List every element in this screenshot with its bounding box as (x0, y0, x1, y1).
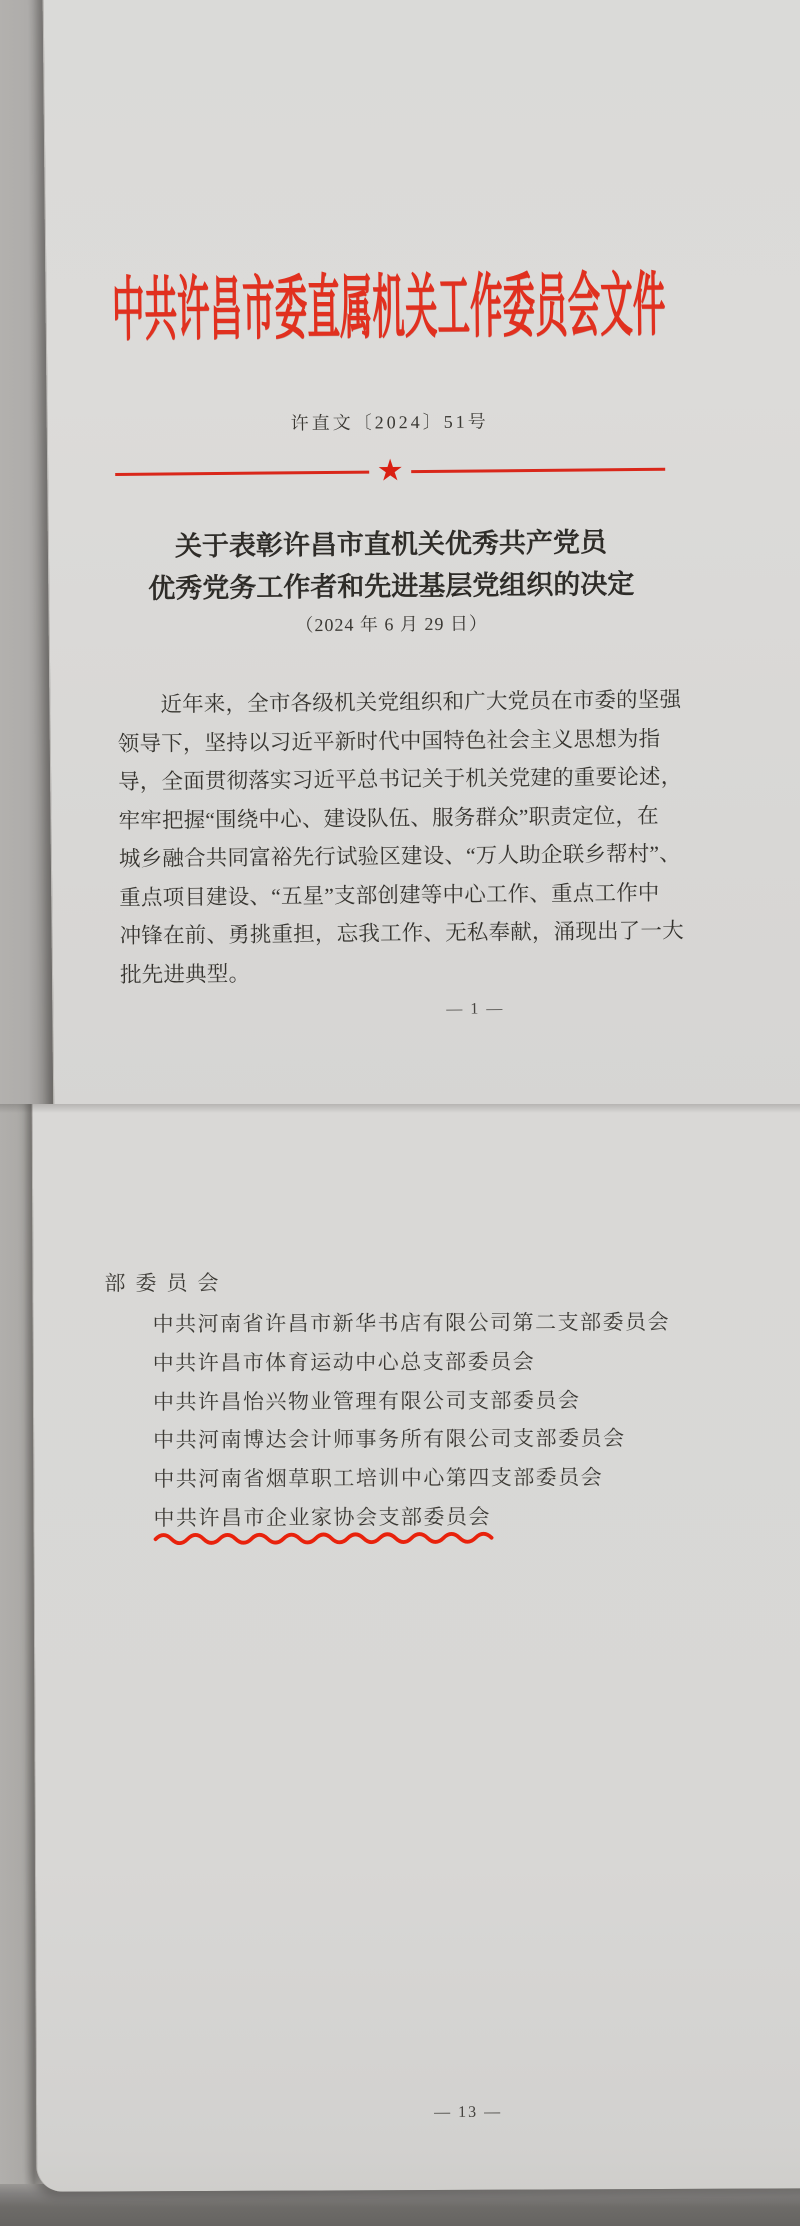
photo-page-1 (0, 0, 800, 1104)
list-item: 中共河南博达会计师事务所有限公司支部委员会 (153, 1426, 626, 1453)
list-item: 中共河南省烟草职工培训中心第四支部委员会 (153, 1465, 604, 1492)
body-line: 批先进典型。 (119, 961, 251, 987)
document-title-line-1: 关于表彰许昌市直机关优秀共产党员 (174, 527, 608, 562)
document-date: （2024 年 6 月 29 日） (295, 613, 489, 636)
document-header-banner (111, 267, 666, 351)
star-icon: ★ (376, 454, 404, 488)
list-item-highlighted: 中共许昌市企业家协会支部委员会 (153, 1504, 492, 1531)
page-number: — 13 — (434, 2103, 503, 2121)
branch-list (153, 1303, 774, 1538)
document-header-text: 中共许昌市委直属机关工作委员会文件 (111, 267, 666, 351)
document-page-1 (42, 0, 800, 1104)
body-line: 近年来，全市各级机关党组织和广大党员在市委的坚强 (160, 687, 682, 717)
document-title-line-2: 优秀党务工作者和先进基层党组织的决定 (148, 569, 635, 604)
list-item: 中共河南省许昌市新华书店有限公司第二支部委员会 (152, 1309, 671, 1337)
section-heading: 部委员会 (104, 1270, 229, 1296)
doc-number: 许直文〔2024〕51号 (290, 411, 489, 434)
body-paragraph (117, 681, 684, 994)
body-line: 领导下，坚持以习近平新时代中国特色社会主义思想为指 (117, 726, 661, 756)
document-page-13 (32, 1104, 800, 2192)
list-item: 中共许昌市体育运动中心总支部委员会 (152, 1349, 536, 1376)
body-line: 重点项目建设、“五星”支部创建等中心工作、重点工作中 (119, 880, 660, 910)
red-divider-line-left (115, 470, 369, 475)
body-line: 牢牢把握“围绕中心、建设队伍、服务群众”职责定位，在 (118, 803, 659, 833)
list-item: 中共许昌怡兴物业管理有限公司支部委员会 (152, 1387, 581, 1414)
body-line: 城乡融合共同富裕先行试验区建设、“万人助企联乡帮村”、 (118, 841, 681, 871)
red-divider (115, 454, 665, 489)
red-wavy-underline (154, 1530, 496, 1545)
body-line: 导，全面贯彻落实习近平总书记关于机关党建的重要论述， (118, 764, 683, 794)
body-line: 冲锋在前、勇挑重担，忘我工作、无私奉献，涌现出了一大 (119, 918, 684, 948)
document-title (91, 520, 692, 610)
red-divider-line-right (412, 467, 666, 472)
page-number: — 1 — (446, 1000, 505, 1018)
photo-page-13 (0, 1104, 800, 2226)
